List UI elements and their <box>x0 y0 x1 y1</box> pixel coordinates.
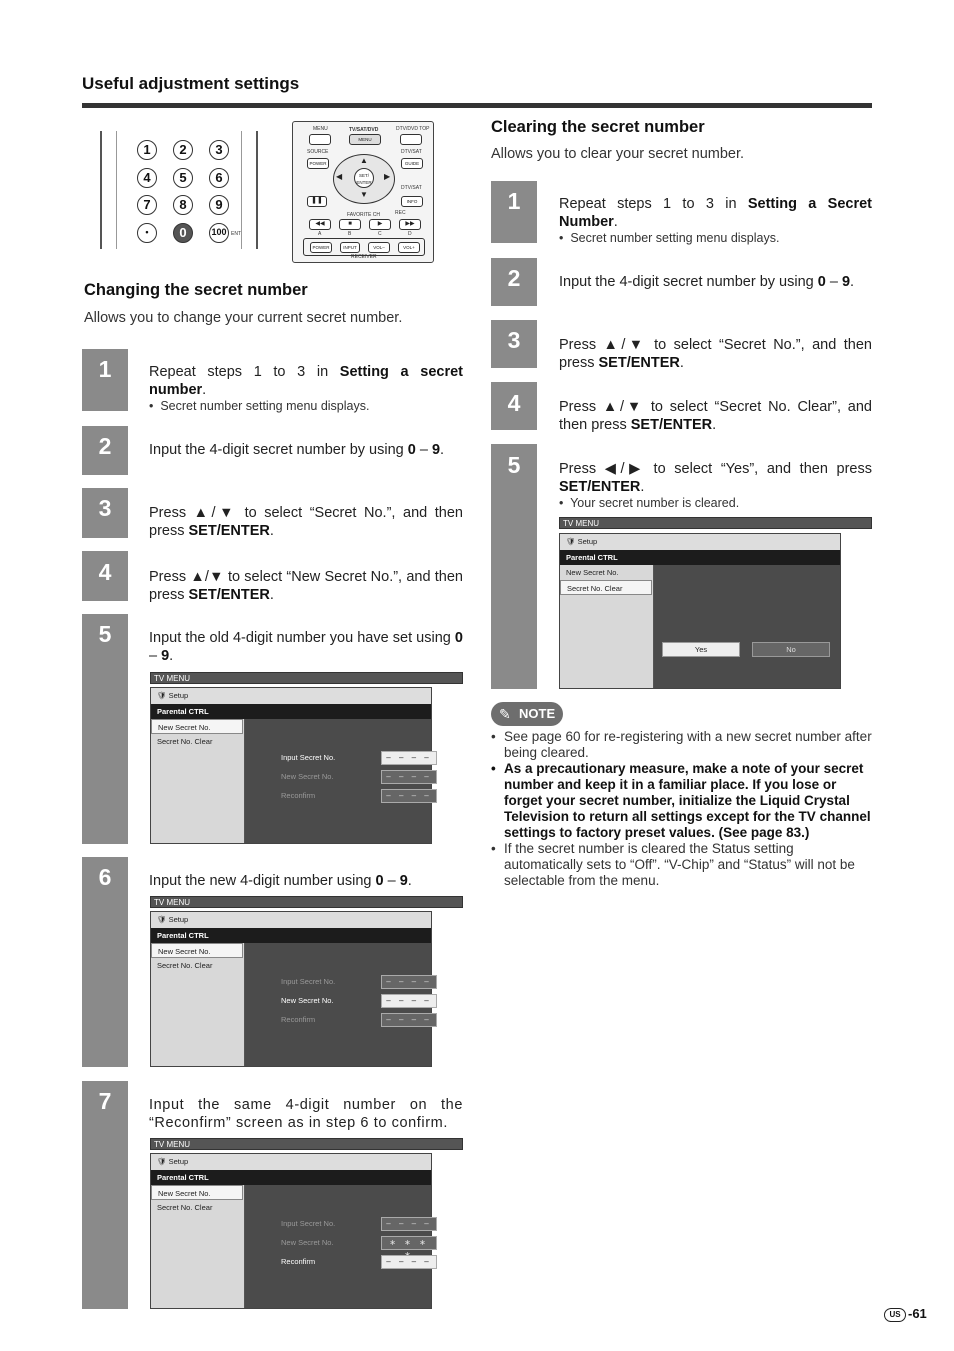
tv-row-new: New Secret No. ∗ ∗ ∗ <box>281 1236 334 1250</box>
clearing-step-3-number: 3 <box>507 327 521 353</box>
clearing-step-5-bar <box>491 444 537 689</box>
tv-setup-row: 🛡 Setup <box>151 912 431 928</box>
clearing-title: Clearing the secret number <box>491 118 705 136</box>
changing-step-2-number: 2 <box>98 433 112 459</box>
remote-receiver-label: RECEIVER <box>351 254 377 260</box>
tv-menu-panel <box>150 1153 432 1309</box>
changing-step-6-number: 6 <box>98 864 112 890</box>
changing-step-2-text: Input the 4-digit secret number by using 0 – 9. <box>149 442 445 458</box>
tv-item-new-secret: New Secret No. <box>151 1185 243 1200</box>
remote-set-enter: SET/ ENTER <box>354 168 374 188</box>
tv-menu-step-6 <box>150 896 463 1067</box>
tv-field-reconfirm: – – – – <box>381 1255 437 1269</box>
tv-parental-row: Parental CTRL <box>151 704 431 719</box>
tv-item-new-secret: New Secret No. <box>151 719 243 734</box>
tv-field-new: – – – – <box>381 994 437 1008</box>
remote-vol-minus-button: VOL– <box>368 242 390 253</box>
tv-setup-row: 🛡 Setup <box>151 1154 431 1170</box>
changing-step-1-bullet: • Secret number setting menu displays. <box>149 399 370 413</box>
tv-menu-header: TV MENU <box>150 672 463 684</box>
clearing-step-1-bullet: • Secret number setting menu displays. <box>559 231 780 245</box>
tv-left-list <box>151 943 245 1066</box>
tv-item-new-secret: New Secret No. <box>566 568 619 577</box>
remote-b-label: B <box>348 231 352 237</box>
changing-step-7-bar <box>82 1081 128 1309</box>
remote-rewind-icon: ◀◀ <box>309 219 331 230</box>
tv-item-new-secret: New Secret No. <box>151 943 243 958</box>
key-6: 6 <box>209 168 229 188</box>
tv-right-pane <box>245 1185 431 1308</box>
tv-row-new: New Secret No. – – – – <box>281 994 334 1008</box>
tv-right-pane <box>245 719 431 843</box>
tv-row-reconfirm: Reconfirm – – – – <box>281 1013 315 1027</box>
remote-info-button: INFO <box>401 196 423 207</box>
setup-icon: 🛡 <box>566 537 578 546</box>
tv-field-new: ∗ ∗ ∗ <box>381 1236 437 1250</box>
tv-menu-header: TV MENU <box>150 896 463 908</box>
tv-parental-row: Parental CTRL <box>151 928 431 943</box>
remote-favorite-label: FAVORITE CH <box>347 212 380 218</box>
changing-step-7-text: Input the same 4-digit number on the “Reconfirm” screen as in step 6 to confirm. <box>149 1097 463 1131</box>
tv-item-secret-clear: Secret No. Clear <box>157 1203 213 1212</box>
tv-row-new: New Secret No. – – – – <box>281 770 334 784</box>
key-3: 3 <box>209 140 229 160</box>
tv-left-list <box>151 719 245 843</box>
clearing-step-5-number: 5 <box>507 452 521 478</box>
tv-row-input: Input Secret No. – – – – <box>281 751 335 765</box>
tv-menu-panel <box>559 533 841 689</box>
tv-item-secret-clear: Secret No. Clear <box>157 961 213 970</box>
page-number: US -61 <box>884 1306 927 1322</box>
pencil-icon: ✎ <box>499 706 511 722</box>
changing-step-5-text: Input the old 4-digit number you have set using 0 – 9. <box>149 630 463 664</box>
changing-step-7-number: 7 <box>98 1088 112 1114</box>
clearing-step-1-number: 1 <box>507 188 521 214</box>
remote-a-label: A <box>318 231 322 237</box>
remote-rec-label: REC <box>395 210 406 216</box>
remote-power-button: POWER <box>307 158 329 169</box>
clearing-step-1-text: Repeat steps 1 to 3 in Setting a Secret Number. <box>559 196 872 230</box>
remote-dtvtop-label: DTV/DVD TOP <box>396 126 430 132</box>
note-item: • If the secret number is cleared the Status setting automatically sets to “Off”. “V-Chip” and “Status” will not be selectable from the menu. <box>491 841 873 889</box>
remote-vol-plus-button: VOL+ <box>398 242 420 253</box>
key-7: 7 <box>137 195 157 215</box>
key-4: 4 <box>137 168 157 188</box>
tv-item-secret-clear: Secret No. Clear <box>157 737 213 746</box>
tv-right-pane <box>654 565 840 688</box>
clearing-step-4-number: 4 <box>507 390 521 416</box>
note-list <box>491 729 873 889</box>
remote-tvsat-label: TV/SAT/DVD <box>349 127 379 133</box>
tv-parental-row: Parental CTRL <box>560 550 840 565</box>
remote-keypad-illustration <box>100 131 258 249</box>
tv-field-input: – – – – <box>381 975 437 989</box>
note-item: • See page 60 for re-registering with a new secret number after being cleared. <box>491 729 873 761</box>
key-2: 2 <box>173 140 193 160</box>
tv-setup-row: 🛡 Setup <box>560 534 840 550</box>
header-rule <box>82 103 872 108</box>
clearing-step-5-bullet: • Your secret number is cleared. <box>559 496 740 510</box>
dpad-up-icon: ▲ <box>360 156 368 165</box>
tv-no-button: No <box>752 642 830 657</box>
tv-field-reconfirm: – – – – <box>381 789 437 803</box>
tv-left-list <box>151 1185 245 1308</box>
tv-item-secret-clear: Secret No. Clear <box>560 580 652 595</box>
key-9: 9 <box>209 195 229 215</box>
tv-field-input: – – – – <box>381 751 437 765</box>
remote-dpad <box>333 154 395 204</box>
tv-menu-clear <box>559 517 872 689</box>
remote-dtvsat-label: DTV/SAT <box>401 149 422 155</box>
remote-guide-button: GUIDE <box>401 158 423 169</box>
key-1: 1 <box>137 140 157 160</box>
section-title: Useful adjustment settings <box>82 74 300 93</box>
setup-icon: 🛡 <box>157 691 169 700</box>
ent-label: ENT <box>231 231 241 237</box>
changing-intro: Allows you to change your current secret number. <box>84 310 403 326</box>
key-5: 5 <box>173 168 193 188</box>
tv-menu-step-7 <box>150 1138 463 1309</box>
remote-menu-button: MENU <box>349 134 381 145</box>
remote-c-label: C <box>378 231 382 237</box>
changing-step-3-text: Press ▲/▼ to select “Secret No.”, and then press SET/ENTER. <box>149 505 463 539</box>
clearing-step-2-text: Input the 4-digit secret number by using 0 – 9. <box>559 274 855 290</box>
remote-pause-icon: ❚❚ <box>307 196 327 207</box>
remote-power2-button: POWER <box>310 242 332 253</box>
tv-row-reconfirm: Reconfirm – – – – <box>281 1255 315 1269</box>
clearing-step-2-number: 2 <box>507 265 521 291</box>
tv-field-reconfirm: – – – – <box>381 1013 437 1027</box>
key-8: 8 <box>173 195 193 215</box>
tv-menu-panel <box>150 911 432 1067</box>
remote-menu-label: MENU <box>313 126 328 132</box>
tv-menu-step-5 <box>150 672 463 844</box>
tv-field-input: – – – – <box>381 1217 437 1231</box>
note-item-bold: • As a precautionary measure, make a note of your secret number and keep it in a familiar place. If you lose or forget your secret number, initialize the Liquid Crystal Television to return all settings except for the TV channel settings to factory preset values. (See page 83.) <box>491 761 873 841</box>
dpad-down-icon: ▼ <box>360 190 368 199</box>
dpad-left-icon: ◀ <box>336 172 343 181</box>
key-dot: • <box>137 223 157 243</box>
clearing-intro: Allows you to clear your secret number. <box>491 146 745 162</box>
tv-menu-header: TV MENU <box>559 517 872 529</box>
us-region-badge: US <box>884 1308 906 1322</box>
key-100: 100 <box>209 223 229 243</box>
note-badge: ✎ NOTE <box>491 702 563 726</box>
remote-ff-icon: ▶▶ <box>399 219 421 230</box>
setup-icon: 🛡 <box>157 1157 169 1166</box>
changing-step-1-text: Repeat steps 1 to 3 in Setting a secret number. <box>149 364 463 398</box>
tv-yes-button: Yes <box>662 642 740 657</box>
changing-title: Changing the secret number <box>84 281 308 299</box>
tv-parental-row: Parental CTRL <box>151 1170 431 1185</box>
remote-stop-icon: ■ <box>339 219 361 230</box>
tv-menu-panel <box>150 687 432 844</box>
remote-play-icon: ▶ <box>369 219 391 230</box>
changing-step-3-number: 3 <box>98 495 112 521</box>
tv-setup-row: 🛡 Setup <box>151 688 431 704</box>
tv-menu-header: TV MENU <box>150 1138 463 1150</box>
tv-row-input: Input Secret No. – – – – <box>281 975 335 989</box>
remote-top-illustration <box>292 121 434 263</box>
key-0: 0 <box>173 223 193 243</box>
tv-field-new: – – – – <box>381 770 437 784</box>
remote-btn-2 <box>400 134 422 145</box>
clearing-step-5-text: Press ◀/▶ to select “Yes”, and then press SET/ENTER. <box>559 461 872 495</box>
clearing-step-3-text: Press ▲/▼ to select “Secret No.”, and then press SET/ENTER. <box>559 337 872 371</box>
changing-step-1-number: 1 <box>98 356 112 382</box>
changing-step-6-text: Input the new 4-digit number using 0 – 9. <box>149 873 412 889</box>
remote-d-label: D <box>408 231 412 237</box>
clearing-step-4-text: Press ▲/▼ to select “Secret No. Clear”, and then press SET/ENTER. <box>559 399 872 433</box>
tv-left-list <box>560 565 654 688</box>
changing-step-4-text: Press ▲/▼ to select “New Secret No.”, and then press SET/ENTER. <box>149 569 463 603</box>
changing-step-4-number: 4 <box>98 559 112 585</box>
tv-row-input: Input Secret No. – – – – <box>281 1217 335 1231</box>
changing-step-5-number: 5 <box>98 621 112 647</box>
remote-source-label: SOURCE <box>307 149 329 155</box>
remote-input-button: INPUT <box>340 242 360 253</box>
changing-step-5-bar <box>82 614 128 844</box>
remote-dtvsat2-label: DTV/SAT <box>401 185 422 191</box>
remote-btn-1 <box>309 134 331 145</box>
setup-icon: 🛡 <box>157 915 169 924</box>
tv-row-reconfirm: Reconfirm – – – – <box>281 789 315 803</box>
dpad-right-icon: ▶ <box>384 172 391 181</box>
tv-right-pane <box>245 943 431 1066</box>
